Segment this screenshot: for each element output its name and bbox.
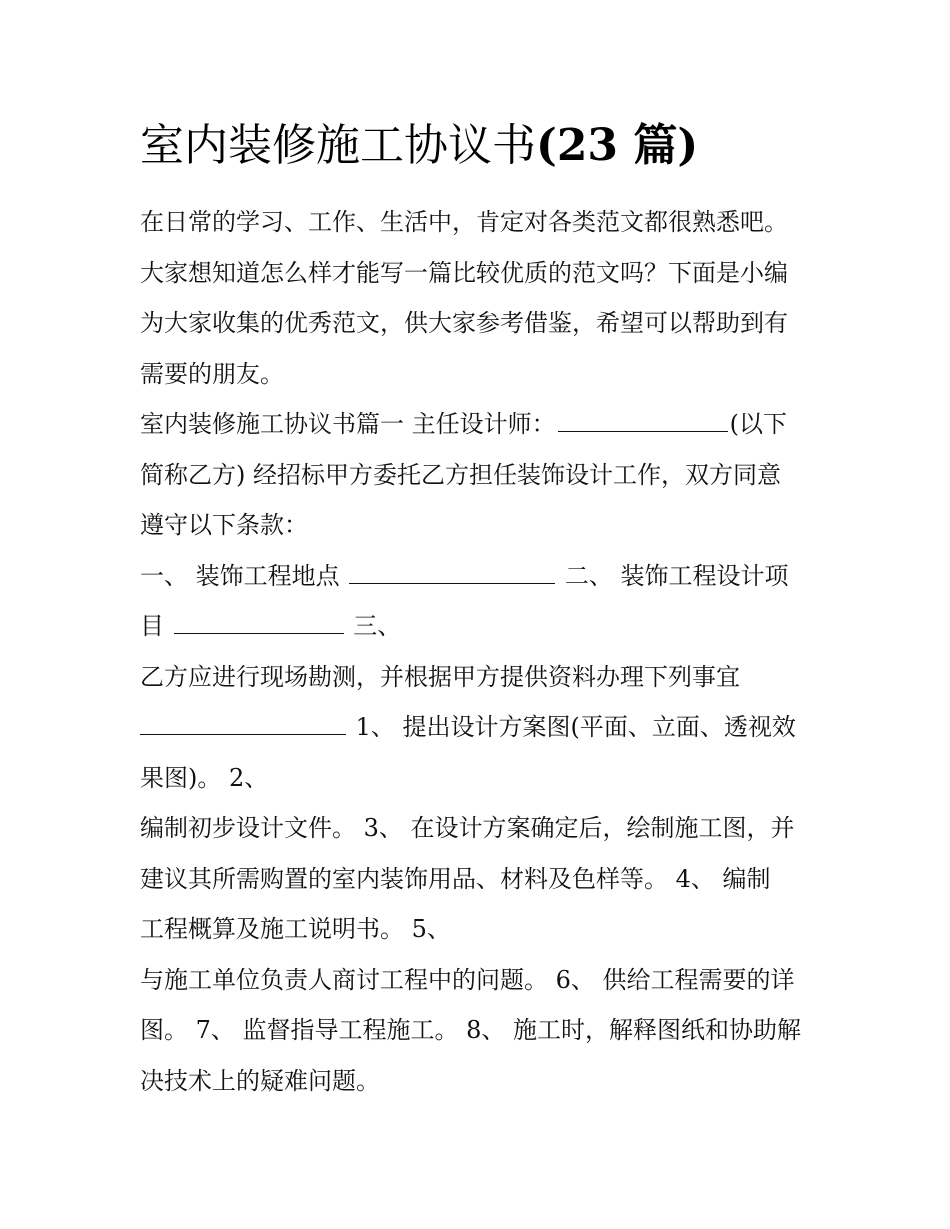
line-text: 决技术上的疑难问题。 [140,1066,380,1095]
paragraph-line [140,605,820,656]
matters-blank [140,708,346,735]
line-text: 编制初步设计文件。 3、 在设计方案确定后，绘制施工图，并 [140,814,795,842]
paragraph-line [140,403,820,454]
paragraph-line [140,858,820,909]
line-text: 简称乙方) 经招标甲方委托乙方担任装饰设计工作，双方同意 [140,460,781,489]
paragraph-line [140,706,820,757]
paragraph-line [140,959,820,1010]
designer-blank [558,405,728,432]
title-text: 室内装修施工协议书 [140,120,536,171]
paragraph-line [140,1009,820,1060]
line-text: 为大家收集的优秀范文，供大家参考借鉴，希望可以帮助到有 [140,309,788,337]
paragraph-line [140,252,820,303]
paragraph-line [140,555,820,606]
title-count: (23 篇) [536,120,699,171]
document-body [140,201,820,1110]
line-text: 大家想知道怎么样才能写一篇比较优质的范文吗？下面是小编 [140,258,788,287]
paragraph-line [140,353,820,404]
line-text: 二、 装饰工程设计项 [564,561,789,590]
paragraph-line [140,807,820,858]
project-blank [174,607,344,634]
paragraph-line [140,757,820,808]
paragraph-line [140,302,820,353]
location-blank [349,557,555,584]
line-text: 工程概算及施工说明书。 5、 [140,915,451,943]
line-text: 1、 提出设计方案图(平面、立面、透视效 [355,713,796,741]
paragraph-line [140,454,820,505]
line-text: 室内装修施工协议书篇一 主任设计师： [140,410,556,438]
paragraph-line [140,504,820,555]
paragraph-line [140,201,820,252]
line-text: 与施工单位负责人商讨工程中的问题。 6、 供给工程需要的详 [140,965,795,994]
line-text: 三、 [353,612,402,640]
line-text: 在日常的学习、工作、生活中，肯定对各类范文都很熟悉吧。 [140,208,788,236]
document-title [140,118,698,174]
line-text: 目 [140,612,164,640]
line-text: 遵守以下条款： [140,511,308,539]
line-text: 图。 7、 监督指导工程施工。 8、 施工时，解释图纸和协助解 [140,1016,802,1044]
line-text: 一、 装饰工程地点 [140,561,340,590]
line-text: 乙方应进行现场勘测，并根据甲方提供资料办理下列事宜 [140,662,740,691]
line-text: 建议其所需购置的室内装饰用品、材料及色样等。 4、 编制 [140,864,771,893]
paragraph-line [140,908,820,959]
paragraph-line [140,656,820,707]
paragraph-line [140,1060,820,1111]
line-text: 果图)。 2、 [140,763,269,792]
line-text: 需要的朋友。 [140,359,284,388]
line-text: (以下 [729,410,788,438]
